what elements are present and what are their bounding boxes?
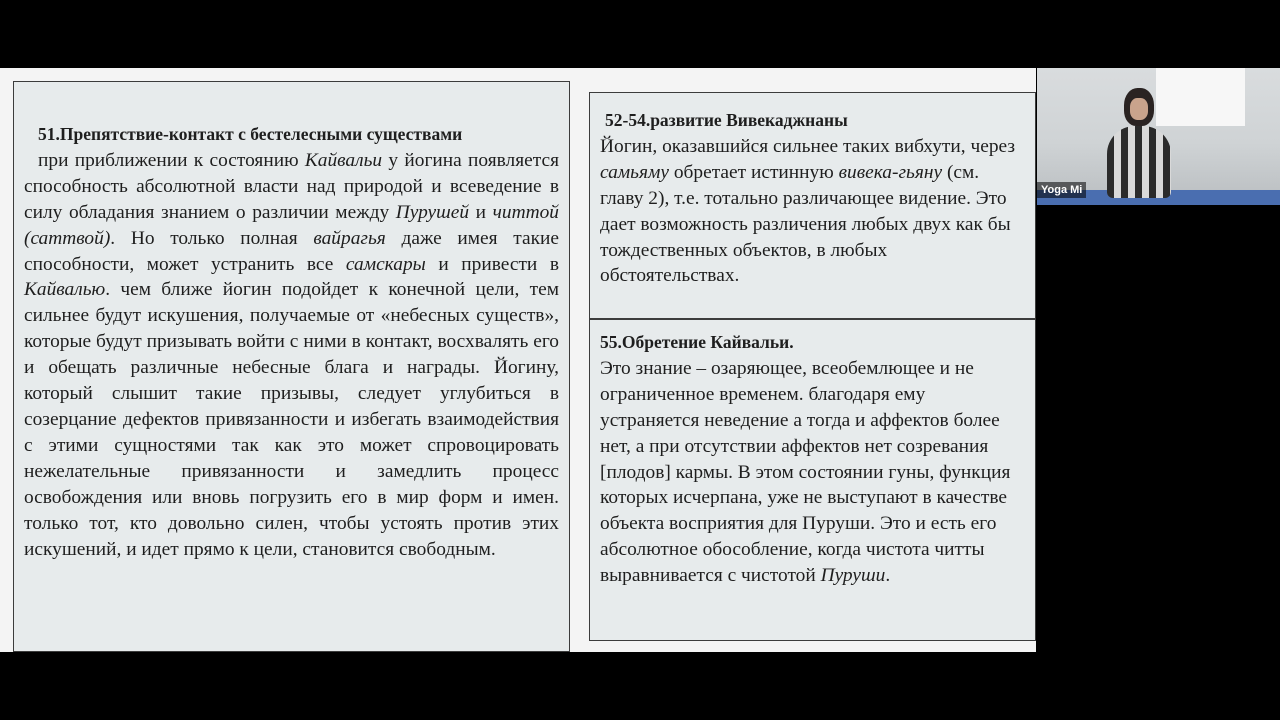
italic-term: самскары (345, 253, 426, 275)
italic-term: Кайвальи (304, 149, 383, 171)
text-run: . (885, 565, 891, 587)
box-52-54-title: 52-54.развитие Вивекаджнаны (605, 110, 848, 130)
participant-body (1107, 126, 1171, 198)
text-run: у йогина появляется способность абсолютной власти над природой и всеведение в силу обладания знанием о различии между (24, 149, 559, 223)
italic-term: вайрагья (313, 227, 386, 249)
text-run: и (469, 201, 493, 223)
text-run: обретает истинную (669, 161, 839, 183)
participant-name-label: Yoga Mi (1037, 182, 1086, 198)
italic-term: Пурушей (395, 201, 470, 223)
text-run: (см. главу 2), т.е. тотально различающее видение. Это дает возможность различения любых двух как бы тождественных объектов, в любых обстоятельствах. (600, 161, 1011, 287)
text-box-51 (13, 81, 570, 652)
text-box-52-54 (589, 92, 1036, 319)
text-run: Это знание – озаряющее, всеобемлющее и не ограниченное временем. благодаря ему устраняется неведение а тогда и аффектов более нет, а при отсутствии аффектов нет созревания [плодов] кармы. В этом состоянии гуны, функция которых исчерпана, уже не выступают в качестве объекта восприятия для Пуруши. Это и есть его абсолютное обособление, когда чистота читты выравнивается с чистотой (600, 357, 1011, 587)
italic-term: самьяму (600, 161, 669, 183)
box-55-title: 55.Обретение Кайвальи. (600, 332, 794, 352)
text-box-55 (589, 319, 1036, 641)
italic-term: Кайвалью (24, 279, 106, 301)
italic-term: Пуруши (820, 565, 886, 587)
text-run: . чем ближе йогин подойдет к конечной цели, тем сильнее будут искушения, получаемые от «небесных существ», которые будут призывать войти с ними в контакт, восхвалять его и обещать различные небесные блага и награды. Йогину, который слышит такие призывы, следует углубиться в созерцание дефектов привязанности и избегать взаимодействия с этими сущностями так как это может спровоцировать нежелательные привязанности и замедлить процесс освобождения или вновь погрузить его в мир форм и имен. только тот, кто довольно силен, чтобы устоять против этих искушений, и идет прямо к цели, становится свободным. (24, 279, 559, 560)
text-run: и привести в (425, 253, 559, 275)
participant-face (1130, 98, 1148, 120)
box-55-body (600, 356, 1027, 589)
background-screen (1156, 68, 1245, 126)
italic-term: читтой (саттвой) (24, 201, 559, 249)
text-run: даже имея такие способности, может устранить все (24, 227, 559, 275)
box-51-body (24, 148, 559, 563)
italic-term: вивека-гьяну (838, 161, 943, 183)
box-51-title: 51.Препятствие-контакт с бестелесными существами (38, 124, 463, 144)
box-52-54-body (600, 134, 1027, 289)
text-run: при приближении к состоянию (38, 149, 305, 171)
presentation-slide (0, 68, 1036, 652)
text-run: . Но только полная (110, 227, 314, 249)
participant-video-tile[interactable] (1037, 68, 1280, 205)
text-run: Йогин, оказавшийся сильнее таких вибхути, через (600, 135, 1016, 157)
